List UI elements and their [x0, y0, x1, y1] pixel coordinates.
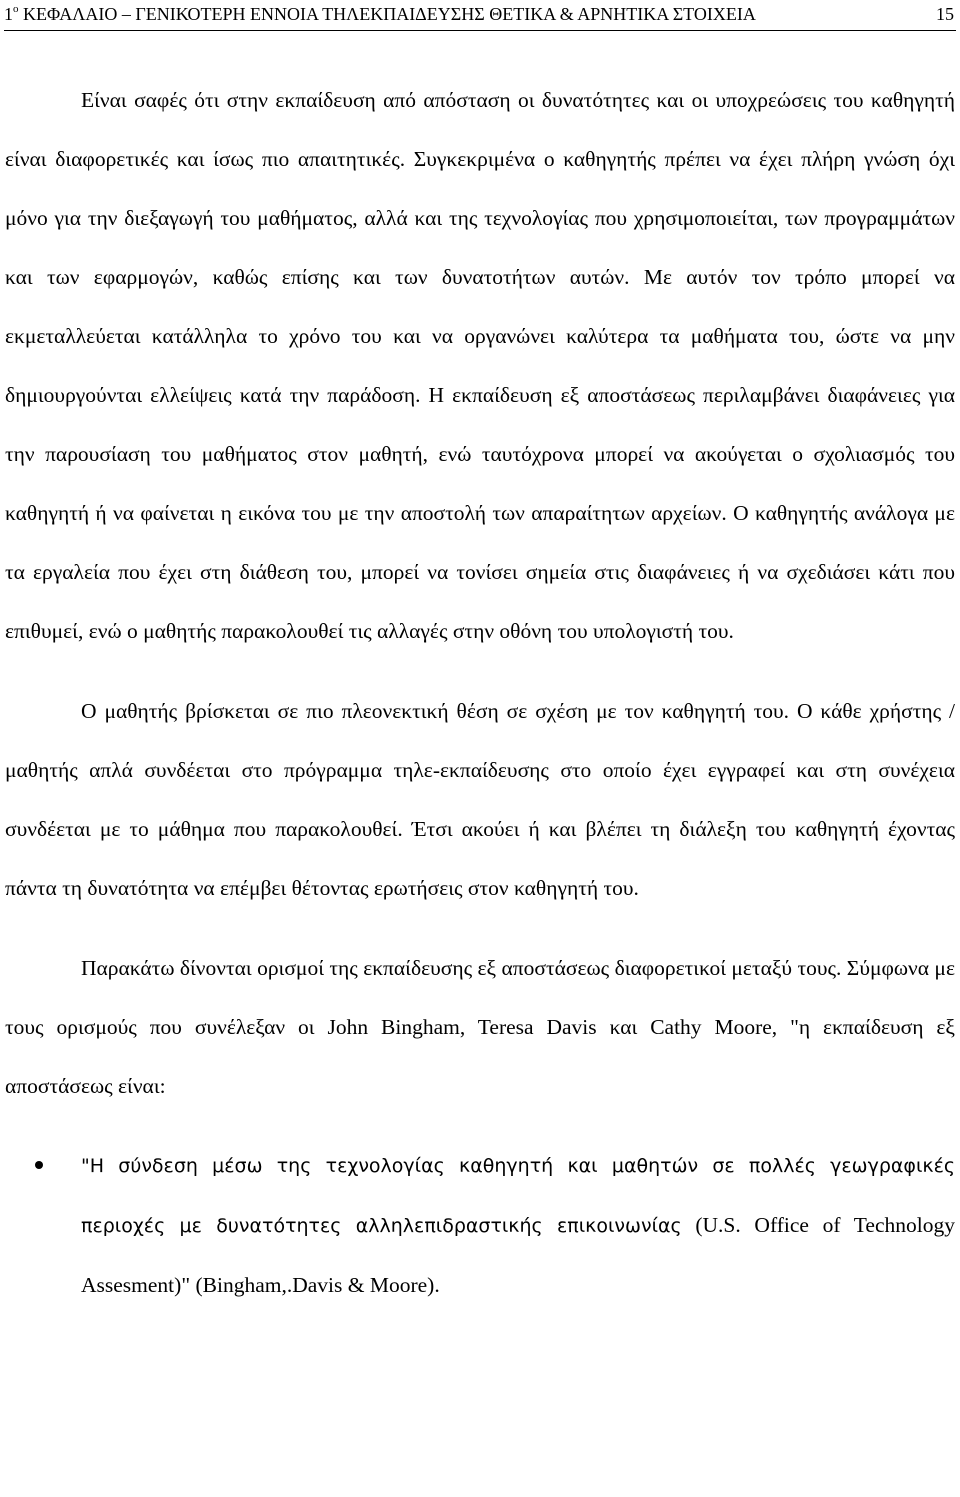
definition-source: (U.S. Office of Technology Assesment)" (Bingham,.Davis & Moore).	[81, 1213, 955, 1297]
chapter-number-suffix: ο	[13, 3, 19, 15]
list-item	[5, 1136, 955, 1315]
chapter-number: 1	[4, 4, 13, 24]
definition-text	[81, 1153, 955, 1297]
running-title	[4, 2, 756, 26]
document-body	[5, 71, 955, 1315]
page-header	[4, 0, 956, 31]
paragraph-teacher-obligations: Είναι σαφές ότι στην εκπαίδευση από απόσταση οι δυνατότητες και οι υποχρεώσεις του καθηγητή είναι διαφορετικές και ίσως πιο απαιτητικές. Συγκεκριμένα ο καθηγητής πρέπει να έχει πλήρη γνώση όχι μόνο για την διεξαγωγή του μαθήματος, αλλά και της τεχνολογίας που χρησιμοποιείται, των προγραμμάτων και των εφαρμογών, καθώς επίσης και των δυνατοτήτων αυτών. Με αυτόν τον τρόπο μπορεί να εκμεταλλεύεται κατάλληλα το χρόνο του και να οργανώνει καλύτερα τα μαθήματα του, ώστε να μην δημιουργούνται ελλείψεις κατά την παράδοση. Η εκπαίδευση εξ αποστάσεως περιλαμβάνει διαφάνειες για την παρουσίαση του μαθήματος στον μαθητή, ενώ ταυτόχρονα μπορεί να ακούγεται ο σχολιασμός του καθηγητή ή να φαίνεται η εικόνα του με την αποστολή των απαραίτητων αρχείων. Ο καθηγητής ανάλογα με τα εργαλεία που έχει στη διάθεση του, μπορεί να τονίσει σημεία στις διαφάνειες ή να σχεδιάσει κάτι που επιθυμεί, ενώ ο μαθητής παρακολουθεί τις αλλαγές στην οθόνη του υπολογιστή του.	[5, 88, 955, 643]
page-number: 15	[936, 4, 954, 24]
bullet-icon	[35, 1161, 43, 1169]
running-title-text: ΚΕΦΑΛΑΙΟ – ΓΕΝΙΚΟΤΕΡΗ ΕΝΝΟΙΑ ΤΗΛΕΚΠΑΙΔΕΥΣΗΣ ΘΕΤΙΚΑ & ΑΡΝΗΤΙΚΑ ΣΤΟΙΧΕΙΑ	[18, 4, 756, 24]
paragraph-definitions-intro: Παρακάτω δίνονται ορισμοί της εκπαίδευσης εξ αποστάσεως διαφορετικοί μεταξύ τους. Σύμφωνα με τους ορισμούς που συνέλεξαν οι John Bingham, Teresa Davis και Cathy Moore, "η εκπαίδευση εξ αποστάσεως είναι:	[5, 956, 955, 1098]
definitions-list	[5, 1136, 955, 1315]
paragraph-student-position: Ο μαθητής βρίσκεται σε πιο πλεονεκτική θέση σε σχέση με τον καθηγητή του. Ο κάθε χρήστης / μαθητής απλά συνδέεται στο πρόγραμμα τηλε-εκπαίδευσης στο οποίο έχει εγγραφεί και στη συνέχεια συνδέεται με το μάθημα που παρακολουθεί. Έτσι ακούει ή και βλέπει τη διάλεξη του καθηγητή έχοντας πάντα τη δυνατότητα να επέμβει θέτοντας ερωτήσεις στον καθηγητή του.	[5, 699, 955, 900]
definition-quote: "Η σύνδεση μέσω της τεχνολογίας καθηγητή και μαθητών σε πολλές γεωγραφικές περιοχές με δυνατότητες αλληλεπιδραστικής επικοινωνίας	[81, 1155, 955, 1237]
